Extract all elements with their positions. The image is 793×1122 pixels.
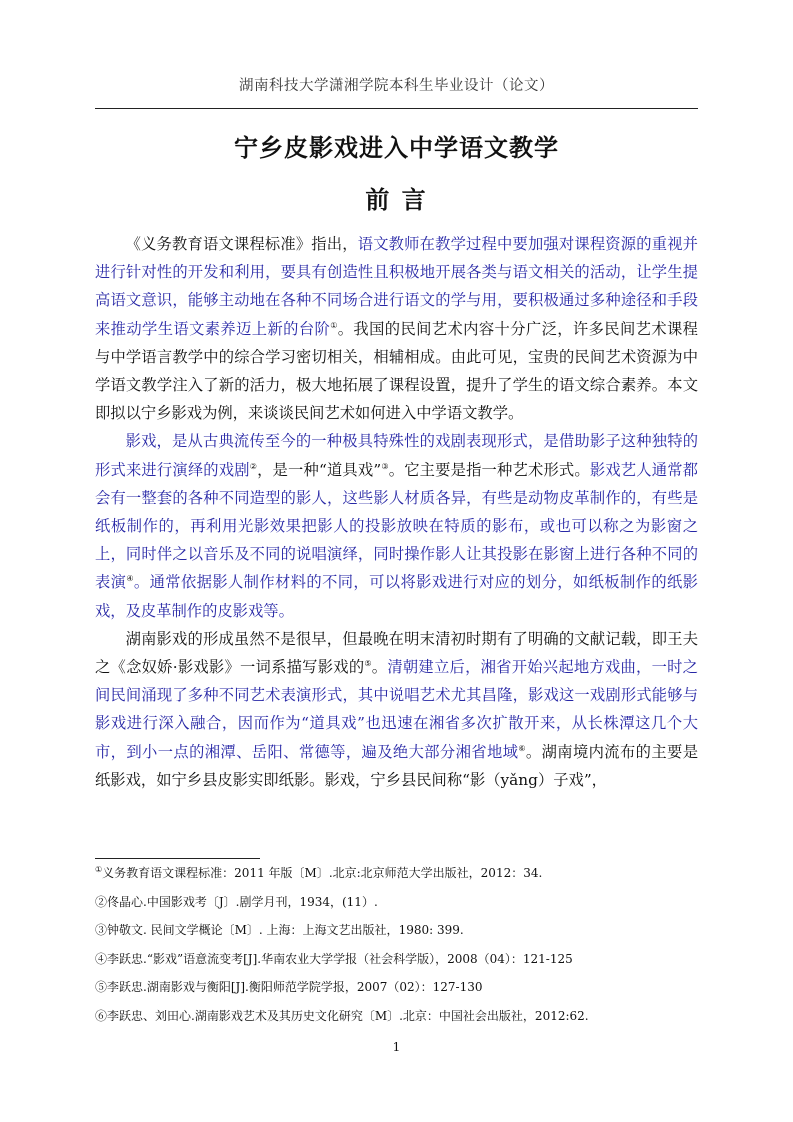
paragraph-text: 湖南影戏的形成虽然不是很早，但最晚在明末清初时期有了明确的文献记载，即王夫之《念奴娇·影戏影》一词系描写影戏的 — [95, 629, 698, 677]
body-text — [95, 230, 698, 794]
footnote-text: 义务教育语文课程标准：2011 年版〔M〕.北京:北京师范大学出版社，2012：34. — [102, 866, 543, 880]
footnote-text: 李跃忠、刘田心.湖南影戏艺术及其历史文化研究〔M〕.北京：中国社会出版社，2012:62. — [107, 1008, 589, 1023]
footnote-6 — [95, 1009, 698, 1038]
footnote-3 — [95, 923, 698, 952]
footnote-1 — [95, 866, 698, 895]
paragraph-text: 。 — [371, 658, 388, 677]
paragraph-text: ，是一种“道具戏” — [257, 460, 382, 479]
footnote-text: 佟晶心.中国影戏考〔J〕.剧学月刊，1934，(11）. — [107, 894, 378, 909]
footnote-ref: ① — [330, 320, 338, 330]
paper-title: 宁乡皮影戏进入中学语文教学 — [234, 133, 559, 162]
paragraph-text: 《义务教育语文课程标准》指出， — [125, 235, 358, 253]
footnote-ref: ② — [249, 461, 258, 471]
highlighted-text: 清朝建立后，湘省开始兴起地方戏曲，一时之间民间涌现了多种不同艺术表演形式，其中说唱艺术尤其昌隆，影戏这一戏剧形式能够与影戏进行深入融合，因而作为“道具戏”也迅速在湘省多次扩散开来，从长株潭这几个大市，到小一点的湘潭、岳阳、常德等，遍及绝大部分湘省地域 — [95, 658, 698, 761]
footnote-text: 李跃忠.“影戏”语意流变考[J].华南农业大学学报（社会科学版），2008（04）：121-125 — [107, 951, 573, 966]
footnote-2 — [95, 895, 698, 924]
footnote-ref: ⑤ — [364, 658, 372, 668]
footnote-mark: ⑥ — [95, 1008, 108, 1023]
footnote-mark: ④ — [95, 951, 108, 966]
highlighted-text: 。通常依据影人制作材料的不同，可以将影戏进行对应的划分，如纸板制作的纸影戏，及皮革制作的皮影戏等。 — [95, 573, 698, 620]
footnote-mark: ② — [95, 894, 108, 909]
highlighted-text: 语文教师在教学过程中要加强对课程资源的重视并进行针对性的开发和利用，要具有创造性且积极地开展各类与语文相关的活动，让学生提高语文意识，能够主动地在各种不同场合进行语文的学与用，要积极通过多种途径和手段来推动学生语文素养迈上新的台阶 — [95, 235, 698, 338]
footnote-separator — [95, 858, 260, 859]
running-header: 湖南科技大学潇湘学院本科生毕业设计（论文） — [239, 78, 554, 94]
paragraph-text: 。湖南境内流布的主要是纸影戏，如宁乡县皮影实即纸影。影戏，宁乡县民间称“影（yǎng）子戏”， — [95, 742, 698, 789]
paragraph-2 — [95, 427, 698, 624]
footnote-4 — [95, 952, 698, 981]
section-heading: 前 言 — [365, 185, 428, 214]
paragraph-1 — [95, 230, 698, 427]
footnote-5 — [95, 980, 698, 1009]
page-number: 1 — [392, 1040, 401, 1054]
highlighted-text: 影戏，是从古典流传至今的一种极具特殊性的戏剧表现形式，是借助影子这种独特的形式来进行演绎的戏剧 — [95, 432, 698, 479]
footnotes — [95, 866, 698, 1037]
highlighted-text: 影戏艺人通常都会有一整套的各种不同造型的影人，这些影人材质各异，有些是动物皮革制作的，有些是纸板制作的，再利用光影效果把影人的投影放映在特质的影布，或也可以称之为影窗之上，同时伴之以音乐及不同的说唱演绎，同时操作影人让其投影在影窗上进行各种不同的表演 — [95, 460, 698, 592]
footnote-text: 钟敬文. 民间文学概论〔M〕. 上海：上海文艺出版社，1980: 399. — [107, 923, 464, 937]
footnote-mark: ① — [95, 865, 103, 874]
footnote-mark: ⑤ — [95, 980, 108, 994]
footnote-ref: ③ — [381, 461, 389, 471]
footnote-ref: ⑥ — [518, 743, 526, 753]
footnote-mark: ③ — [95, 923, 108, 937]
paragraph-text: 。我国的民间艺术内容十分广泛，许多民间艺术课程与中学语言教学中的综合学习密切相关，相辅相成。由此可见，宝贵的民间艺术资源为中学语文教学注入了新的活力，极大地拓展了课程设置，提升了学生的语文综合素养。本文即拟以宁乡影戏为例，来谈谈民间艺术如何进入中学语文教学。 — [95, 319, 698, 423]
footnote-ref: ④ — [126, 574, 134, 584]
paragraph-3 — [95, 625, 698, 794]
footnote-text: 李跃忠.湖南影戏与衡阳[J].衡阳师范学院学报，2007（02）：127-130 — [107, 980, 483, 994]
header-rule — [95, 108, 698, 109]
paragraph-text: 。它主要是指一种艺术形式。 — [388, 460, 590, 479]
